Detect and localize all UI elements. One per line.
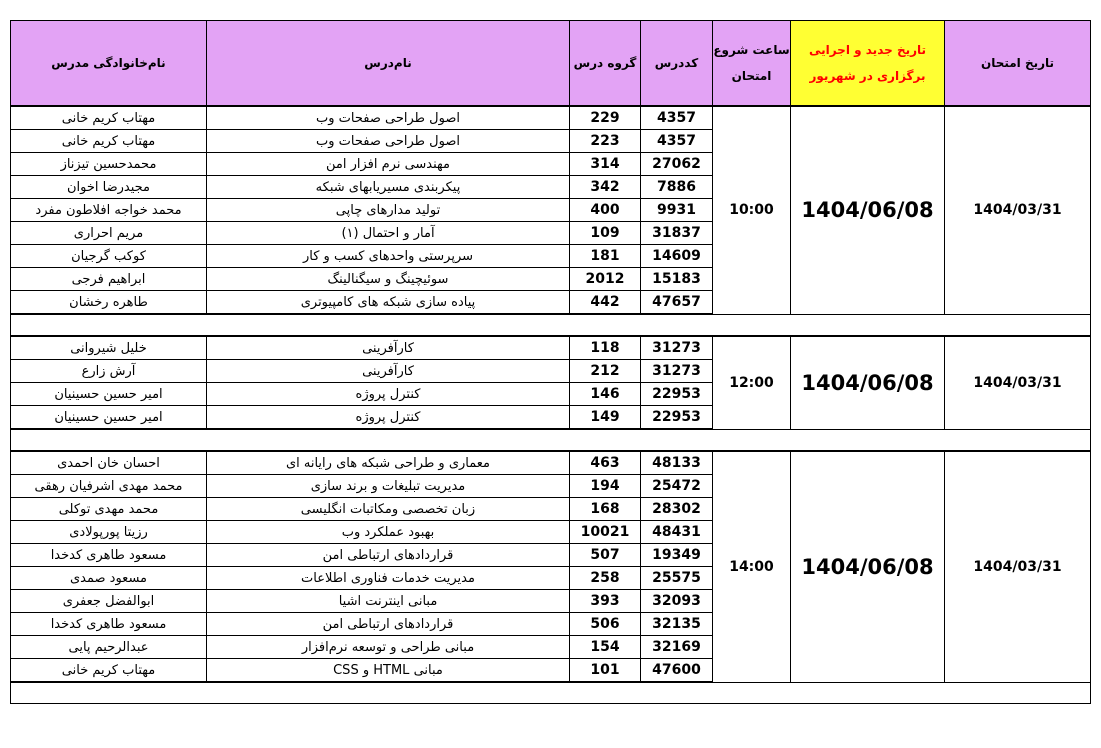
header-course-name: نام‌درس	[207, 21, 570, 107]
course-group-cell: 181	[570, 245, 641, 268]
teacher-name-cell: امیر حسین حسینیان	[11, 406, 207, 430]
teacher-name-cell: محمدحسین تیزناز	[11, 153, 207, 176]
course-group-cell: 507	[570, 544, 641, 567]
teacher-name-cell: عبدالرحیم پایی	[11, 636, 207, 659]
course-code-cell: 32135	[641, 613, 713, 636]
teacher-name-cell: طاهره رخشان	[11, 291, 207, 315]
course-name-cell: قراردادهای ارتباطی امن	[207, 613, 570, 636]
course-name-cell: اصول طراحی صفحات وب	[207, 130, 570, 153]
header-start-time	[713, 21, 791, 107]
course-group-cell: 154	[570, 636, 641, 659]
teacher-name-cell: خلیل شیروانی	[11, 336, 207, 360]
exam-date-cell: 1404/03/31	[945, 451, 1091, 682]
course-name-cell: کارآفرینی	[207, 360, 570, 383]
course-group-cell: 258	[570, 567, 641, 590]
course-group-cell: 146	[570, 383, 641, 406]
teacher-name-cell: ابراهیم فرجی	[11, 268, 207, 291]
course-name-cell: مبانی اینترنت اشیا	[207, 590, 570, 613]
course-code-cell: 4357	[641, 106, 713, 130]
course-code-cell: 7886	[641, 176, 713, 199]
teacher-name-cell: رزیتا پورپولادی	[11, 521, 207, 544]
course-group-cell: 101	[570, 659, 641, 683]
course-name-cell: قراردادهای ارتباطی امن	[207, 544, 570, 567]
header-teacher-name: نام‌خانوادگی مدرس	[11, 21, 207, 107]
header-start-time-line2: امتحان	[731, 69, 772, 83]
teacher-name-cell: آرش زارع	[11, 360, 207, 383]
course-group-cell: 463	[570, 451, 641, 475]
course-name-cell: معماری و طراحی شبکه های رایانه ای	[207, 451, 570, 475]
table-body	[11, 106, 1091, 704]
spacer-row	[11, 682, 1091, 704]
course-name-cell: زبان تخصصی ومکاتبات انگلیسی	[207, 498, 570, 521]
course-name-cell: مدیریت تبلیغات و برند سازی	[207, 475, 570, 498]
teacher-name-cell: مجیدرضا اخوان	[11, 176, 207, 199]
spacer-cell	[11, 314, 1091, 336]
course-code-cell: 25472	[641, 475, 713, 498]
course-name-cell: کنترل پروژه	[207, 406, 570, 430]
new-date-cell: 1404/06/08	[791, 106, 945, 314]
course-name-cell: پیکربندی مسیریابهای شبکه	[207, 176, 570, 199]
course-name-cell: کارآفرینی	[207, 336, 570, 360]
course-group-cell: 314	[570, 153, 641, 176]
course-group-cell: 109	[570, 222, 641, 245]
course-group-cell: 393	[570, 590, 641, 613]
course-group-cell: 118	[570, 336, 641, 360]
course-code-cell: 14609	[641, 245, 713, 268]
course-code-cell: 48431	[641, 521, 713, 544]
course-name-cell: مبانی HTML و CSS	[207, 659, 570, 683]
course-group-cell: 168	[570, 498, 641, 521]
header-new-date	[791, 21, 945, 107]
teacher-name-cell: مسعود طاهری کدخدا	[11, 613, 207, 636]
course-group-cell: 149	[570, 406, 641, 430]
new-date-cell: 1404/06/08	[791, 336, 945, 429]
header-row	[11, 21, 1091, 107]
teacher-name-cell: مهتاب کریم خانی	[11, 659, 207, 683]
course-code-cell: 19349	[641, 544, 713, 567]
course-code-cell: 31837	[641, 222, 713, 245]
teacher-name-cell: مسعود طاهری کدخدا	[11, 544, 207, 567]
course-code-cell: 25575	[641, 567, 713, 590]
course-group-cell: 194	[570, 475, 641, 498]
course-code-cell: 47600	[641, 659, 713, 683]
course-group-cell: 2012	[570, 268, 641, 291]
teacher-name-cell: احسان خان احمدی	[11, 451, 207, 475]
course-group-cell: 10021	[570, 521, 641, 544]
course-code-cell: 27062	[641, 153, 713, 176]
course-name-cell: تولید مدارهای چاپی	[207, 199, 570, 222]
course-code-cell: 48133	[641, 451, 713, 475]
course-code-cell: 31273	[641, 360, 713, 383]
course-code-cell: 22953	[641, 406, 713, 430]
teacher-name-cell: محمد مهدی اشرفیان رهقی	[11, 475, 207, 498]
spacer-row	[11, 314, 1091, 336]
course-code-cell: 32169	[641, 636, 713, 659]
table-row	[11, 336, 1091, 360]
course-group-cell: 506	[570, 613, 641, 636]
spacer-cell	[11, 429, 1091, 451]
start-time-cell: 14:00	[713, 451, 791, 682]
teacher-name-cell: امیر حسین حسینیان	[11, 383, 207, 406]
start-time-cell: 12:00	[713, 336, 791, 429]
course-name-cell: کنترل پروژه	[207, 383, 570, 406]
course-code-cell: 47657	[641, 291, 713, 315]
teacher-name-cell: ابوالفضل جعفری	[11, 590, 207, 613]
course-group-cell: 400	[570, 199, 641, 222]
new-date-cell: 1404/06/08	[791, 451, 945, 682]
course-group-cell: 223	[570, 130, 641, 153]
course-group-cell: 212	[570, 360, 641, 383]
course-code-cell: 22953	[641, 383, 713, 406]
course-code-cell: 4357	[641, 130, 713, 153]
course-name-cell: بهبود عملکرد وب	[207, 521, 570, 544]
course-name-cell: اصول طراحی صفحات وب	[207, 106, 570, 130]
header-course-group: گروه درس	[570, 21, 641, 107]
course-name-cell: مبانی طراحی و توسعه نرم‌افزار	[207, 636, 570, 659]
start-time-cell: 10:00	[713, 106, 791, 314]
teacher-name-cell: مهتاب کریم خانی	[11, 130, 207, 153]
table-row	[11, 451, 1091, 475]
course-code-cell: 31273	[641, 336, 713, 360]
course-group-cell: 342	[570, 176, 641, 199]
table-row	[11, 106, 1091, 130]
header-start-time-line1: ساعت شروع	[713, 43, 790, 57]
course-code-cell: 28302	[641, 498, 713, 521]
teacher-name-cell: مریم احراری	[11, 222, 207, 245]
teacher-name-cell: محمد مهدی توکلی	[11, 498, 207, 521]
course-name-cell: پیاده سازی شبکه های کامپیوتری	[207, 291, 570, 315]
course-code-cell: 32093	[641, 590, 713, 613]
course-name-cell: آمار و احتمال (۱)	[207, 222, 570, 245]
exam-schedule	[10, 20, 1090, 704]
course-group-cell: 229	[570, 106, 641, 130]
course-group-cell: 442	[570, 291, 641, 315]
header-course-code: کددرس	[641, 21, 713, 107]
course-code-cell: 15183	[641, 268, 713, 291]
teacher-name-cell: مسعود صمدی	[11, 567, 207, 590]
course-code-cell: 9931	[641, 199, 713, 222]
course-name-cell: مدیریت خدمات فناوری اطلاعات	[207, 567, 570, 590]
header-exam-date: تاریخ امتحان	[945, 21, 1091, 107]
course-name-cell: سرپرستی واحدهای کسب و کار	[207, 245, 570, 268]
header-new-date-line2: برگزاری در شهریور	[809, 69, 926, 83]
course-name-cell: سوئیچینگ و سیگنالینگ	[207, 268, 570, 291]
teacher-name-cell: مهتاب کریم خانی	[11, 106, 207, 130]
header-new-date-line1: تاریخ جدید و اجرایی	[808, 43, 927, 57]
spacer-row	[11, 429, 1091, 451]
teacher-name-cell: کوکب گرجیان	[11, 245, 207, 268]
exam-date-cell: 1404/03/31	[945, 336, 1091, 429]
exam-date-cell: 1404/03/31	[945, 106, 1091, 314]
course-name-cell: مهندسی نرم افزار امن	[207, 153, 570, 176]
spacer-cell	[11, 682, 1091, 704]
teacher-name-cell: محمد خواجه افلاطون مفرد	[11, 199, 207, 222]
exam-table	[10, 20, 1091, 704]
